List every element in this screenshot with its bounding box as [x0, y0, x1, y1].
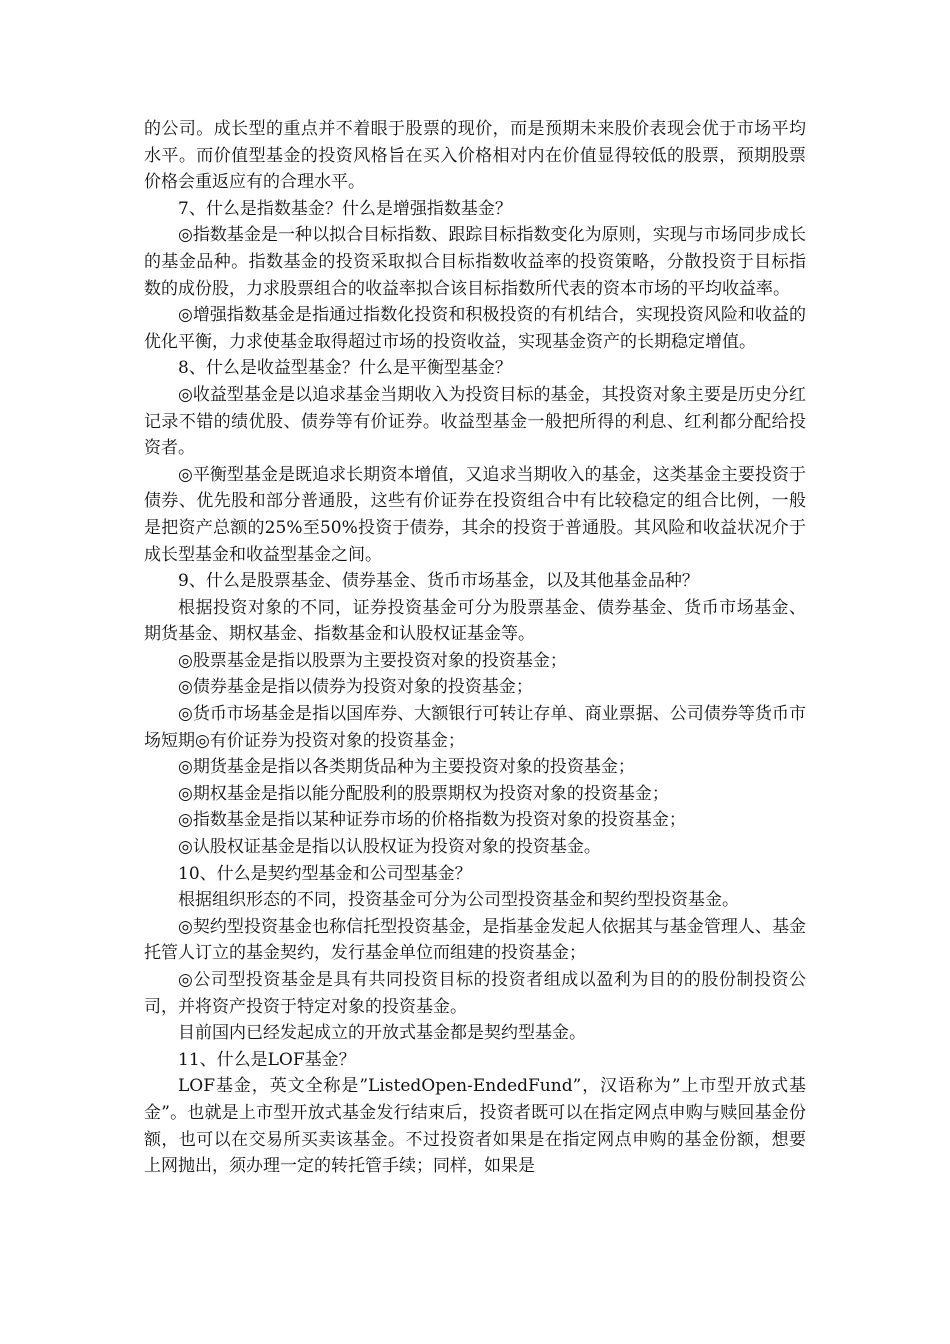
- list-item-money-market-fund: ◎货币市场基金是指以国库券、大额银行可转让存单、商业票据、公司债券等货币市场短期◎有价证券为投资对象的投资基金；: [144, 704, 806, 751]
- paragraph-organization-forms: 根据组织形态的不同，投资基金可分为公司型投资基金和契约型投资基金。: [178, 890, 739, 911]
- paragraph-balanced-fund: ◎平衡型基金是既追求长期资本增值，又追求当期收入的基金，这类基金主要投资于债券、优先股和部分普通股，这些有价证券在投资组合中有比较稳定的组合比例，一般是把资产总额的25%至50%投资于债券，其余的投资于普通股。其风险和收益状况介于成长型基金和收益型基金之间。: [144, 464, 806, 565]
- paragraph-corporate-fund: ◎公司型投资基金是具有共同投资目标的投资者组成以盈利为目的的股份制投资公司，并将资产投资于特定对象的投资基金。: [144, 970, 806, 1017]
- paragraph-fund-types-intro: 根据投资对象的不同，证券投资基金可分为股票基金、债券基金、货币市场基金、期货基金、期权基金、指数基金和认股权证基金等。: [144, 597, 806, 645]
- paragraph-income-fund: ◎收益型基金是以追求基金当期收入为投资目标的基金，其投资对象主要是历史分红记录不错的绩优股、债券等有价证券。收益型基金一般把所得的利息、红利都分配给投资者。: [144, 384, 806, 459]
- paragraph-enhanced-index-fund: ◎增强指数基金是指通过指数化投资和积极投资的有机结合，实现投资风险和收益的优化平衡，力求使基金取得超过市场的投资收益，实现基金资产的长期稳定增值。: [144, 305, 806, 352]
- list-item-index-fund: ◎指数基金是指以某种证券市场的价格指数为投资对象的投资基金；: [178, 810, 686, 831]
- list-item-warrant-fund: ◎认股权证基金是指以认股权证为投资对象的投资基金。: [178, 837, 601, 858]
- list-item-bond-fund: ◎债券基金是指以债券为投资对象的投资基金；: [178, 677, 533, 698]
- paragraph-index-fund: ◎指数基金是一种以拟合目标指数、跟踪目标指数变化为原则，实现与市场同步成长的基金品种。指数基金的投资采取拟合目标指数收益率的投资策略，分散投资于目标指数的成份股，力求股票组合的收益率拟合该目标指数所代表的资本市场的平均收益率。: [144, 225, 806, 299]
- list-item-options-fund: ◎期权基金是指以能分配股利的股票期权为投资对象的投资基金；: [178, 783, 669, 804]
- heading-q8: 8、什么是收益型基金？什么是平衡型基金？: [178, 358, 512, 379]
- paragraph-lof-fund: LOF基金，英文全称是”ListedOpen-EndedFund”，汉语称为”上市型开放式基金”。也就是上市型开放式基金发行结束后，投资者既可以在指定网点申购与赎回基金份额，也可以在交易所买卖该基金。不过投资者如果是在指定网点申购的基金份额，想要上网抛出，须办理一定的转托管手续；同样，如果是: [144, 1076, 806, 1177]
- heading-q10: 10、什么是契约型基金和公司型基金？: [178, 863, 472, 884]
- list-item-stock-fund: ◎股票基金是指以股票为主要投资对象的投资基金；: [178, 650, 567, 671]
- heading-q11: 11、什么是LOF基金？: [178, 1049, 356, 1070]
- heading-q9: 9、什么是股票基金、债券基金、货币市场基金，以及其他基金品种？: [178, 571, 699, 592]
- list-item-futures-fund: ◎期货基金是指以各类期货品种为主要投资对象的投资基金；: [178, 757, 635, 778]
- paragraph-continuation: 的公司。成长型的重点并不着眼于股票的现价，而是预期未来股价表现会优于市场平均水平。而价值型基金的投资风格旨在买入价格相对内在价值显得较低的股票，预期股票价格会重返应有的合理水平。: [144, 119, 806, 193]
- document-body: [144, 116, 806, 1180]
- paragraph-domestic-funds: 目前国内已经发起成立的开放式基金都是契约型基金。: [178, 1023, 586, 1044]
- heading-q7: 7、什么是指数基金？什么是增强指数基金？: [178, 198, 512, 219]
- paragraph-contract-fund: ◎契约型投资基金也称信托型投资基金，是指基金发起人依据其与基金管理人、基金托管人订立的基金契约，发行基金单位而组建的投资基金；: [144, 916, 806, 964]
